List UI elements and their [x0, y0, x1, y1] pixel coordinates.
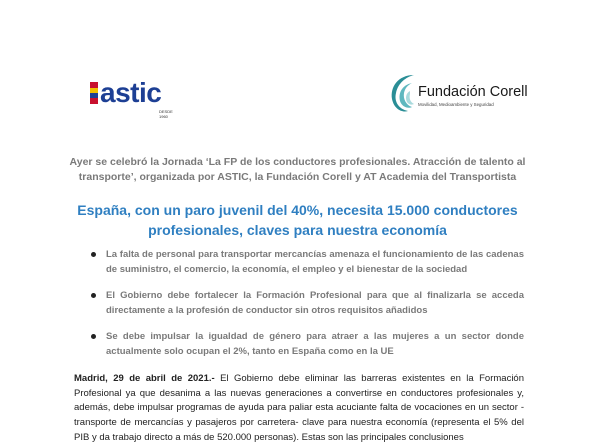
astic-wordmark: astic: [100, 77, 162, 108]
astic-logo: [77, 76, 182, 119]
bullet-icon: [91, 334, 96, 339]
body-paragraph: [74, 372, 524, 446]
bullet-text: Se debe impulsar la igualdad de género para atraer a las mujeres a un sector donde actualmente solo ocupan el 2%, tanto en España como en la UE: [106, 331, 524, 357]
headline: España, con un paro juvenil del 40%, necesita 15.000 conductores profesionales, claves para nuestra economía: [77, 202, 518, 238]
bullet-icon: [91, 293, 96, 298]
intro-paragraph: Ayer se celebró la Jornada ‘La FP de los conductores profesionales. Atracción de talento al transporte’, organizada por ASTIC, la Fundación Corell y AT Academia del Transportista: [69, 156, 526, 183]
fundacion-corell-logo: [388, 71, 538, 116]
astic-flag-icon: [90, 82, 98, 104]
body-text: El Gobierno debe eliminar las barreras existentes en la Formación Profesional ya que desanima a las nuevas generaciones a convertirse en conductores profesionales y, además, debe impulsar programas de ayuda para paliar esta acuciante falta de vocaciones en un sector - transporte de mercancías y pasajeros por carretera- clave para nuestra economía (representa el 5% del PIB y da trabajo directo a más de 520.000 personas). Estas son las principales conclusiones: [74, 373, 524, 443]
bullet-list: [74, 247, 524, 359]
bullet-icon: [91, 252, 96, 257]
corell-tagline: Movilidad, Medioambiente y Seguridad: [418, 102, 494, 107]
dateline: Madrid, 29 de abril de 2021.-: [74, 373, 215, 384]
bullet-text: El Gobierno debe fortalecer la Formación Profesional para que al finalizarla se acceda directamente a la profesión de conductor sin otros requisitos añadidos: [106, 290, 524, 316]
corell-swirl-icon: [388, 71, 422, 115]
corell-name: Fundación Corell: [418, 84, 528, 100]
list-item: [74, 288, 524, 318]
astic-since-label: DESDE 1960: [159, 109, 173, 119]
bullet-text: La falta de personal para transportar mercancías amenaza el funcionamiento de las cadenas de suministro, el comercio, la economía, el empleo y el bienestar de la sociedad: [106, 249, 524, 275]
list-item: [74, 329, 524, 359]
list-item: [74, 247, 524, 277]
